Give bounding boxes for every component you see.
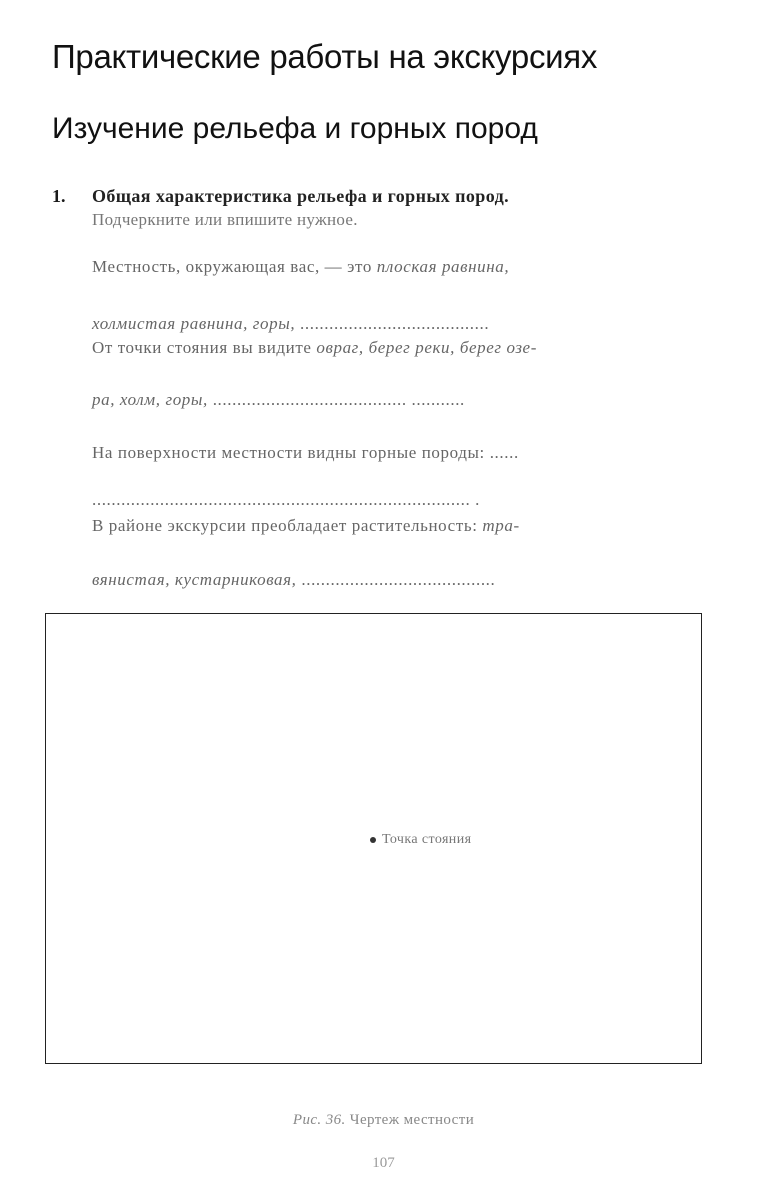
text-line — [92, 338, 537, 358]
line-text: На поверхности местности видны горные породы: ...... — [92, 443, 519, 462]
text-line — [92, 516, 520, 536]
section-heading: Изучение рельефа и горных пород — [52, 112, 538, 145]
line-options: вянистая, кустарниковая, — [92, 570, 297, 589]
text-line — [92, 390, 465, 410]
station-label: Точка стояния — [382, 832, 472, 847]
line-text: От точки стояния вы видите — [92, 338, 317, 357]
line-text: В районе экскурсии преобладает растительность: — [92, 516, 483, 535]
station-dot-icon — [370, 837, 376, 843]
line-text: Местность, окружающая вас, — это — [92, 257, 377, 276]
line-options: холмистая равнина, горы, — [92, 314, 296, 333]
line-options: ра, холм, горы, — [92, 390, 208, 409]
station-point — [370, 832, 471, 848]
line-options: тра- — [482, 516, 520, 535]
fill-line — [92, 490, 480, 510]
text-line — [92, 257, 509, 277]
task-instruction: Подчеркните или впишите нужное. — [92, 210, 358, 229]
figure-title: Чертеж местности — [345, 1112, 475, 1128]
line-options: овраг, берег реки, берег озе- — [316, 338, 537, 357]
task-title: Общая характеристика рельефа и горных пород. — [92, 186, 509, 206]
task-number: 1. — [52, 186, 66, 206]
text-line — [92, 314, 489, 334]
fill-dots: ....................................... — [295, 314, 490, 333]
text-line — [92, 443, 519, 463]
fill-dots: ........................................ — [296, 570, 496, 589]
page-heading: Практические работы на экскурсиях — [52, 38, 598, 75]
page-number: 107 — [372, 1155, 395, 1171]
fill-dots: ........................................ ........... — [207, 390, 465, 409]
text-line — [92, 570, 495, 590]
figure-number: Рис. 36. — [292, 1112, 346, 1128]
figure-caption — [0, 1112, 767, 1129]
fill-dots: .............................................................................. . — [92, 490, 480, 509]
line-options: плоская равнина, — [376, 257, 510, 276]
